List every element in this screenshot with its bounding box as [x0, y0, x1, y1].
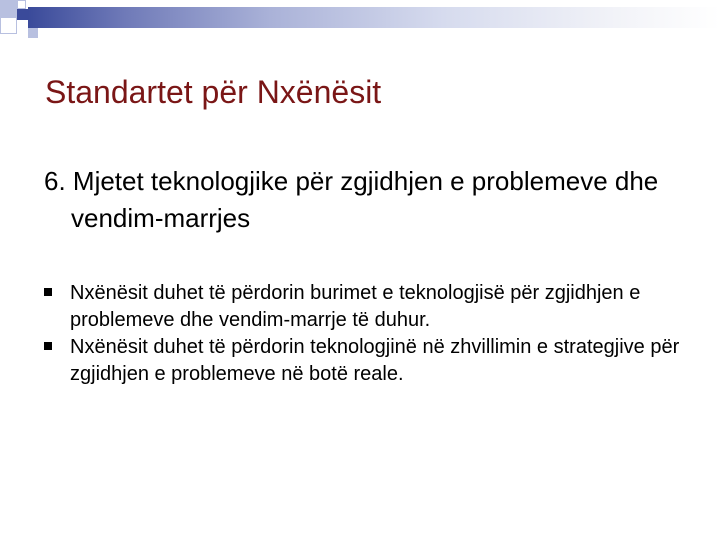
decor-square-small [17, 0, 26, 9]
decor-square-accent [28, 28, 38, 38]
decor-square-large [0, 0, 17, 17]
bullet-list [44, 280, 684, 388]
square-bullet-icon [44, 288, 52, 296]
header-gradient-band [28, 7, 720, 28]
section-heading: 6. Mjetet teknologjike për zgjidhjen e problemeve dhe vendim-marrjes [44, 166, 659, 233]
decor-square-outline [0, 17, 17, 34]
bullet-text: Nxënësit duhet të përdorin burimet e teknologjisë për zgjidhjen e problemeve dhe vendim-marrje të duhur. [70, 282, 641, 331]
bullet-text: Nxënësit duhet të përdorin teknologjinë në zhvillimin e strategjive për zgjidhjen e problemeve në botë reale. [70, 336, 680, 385]
bullet-item [44, 280, 684, 334]
decor-square-dark [17, 9, 28, 20]
header-decoration [0, 0, 720, 50]
bullet-item [44, 334, 684, 388]
square-bullet-icon [44, 342, 52, 350]
slide-title: Standartet për Nxënësit [45, 74, 382, 110]
